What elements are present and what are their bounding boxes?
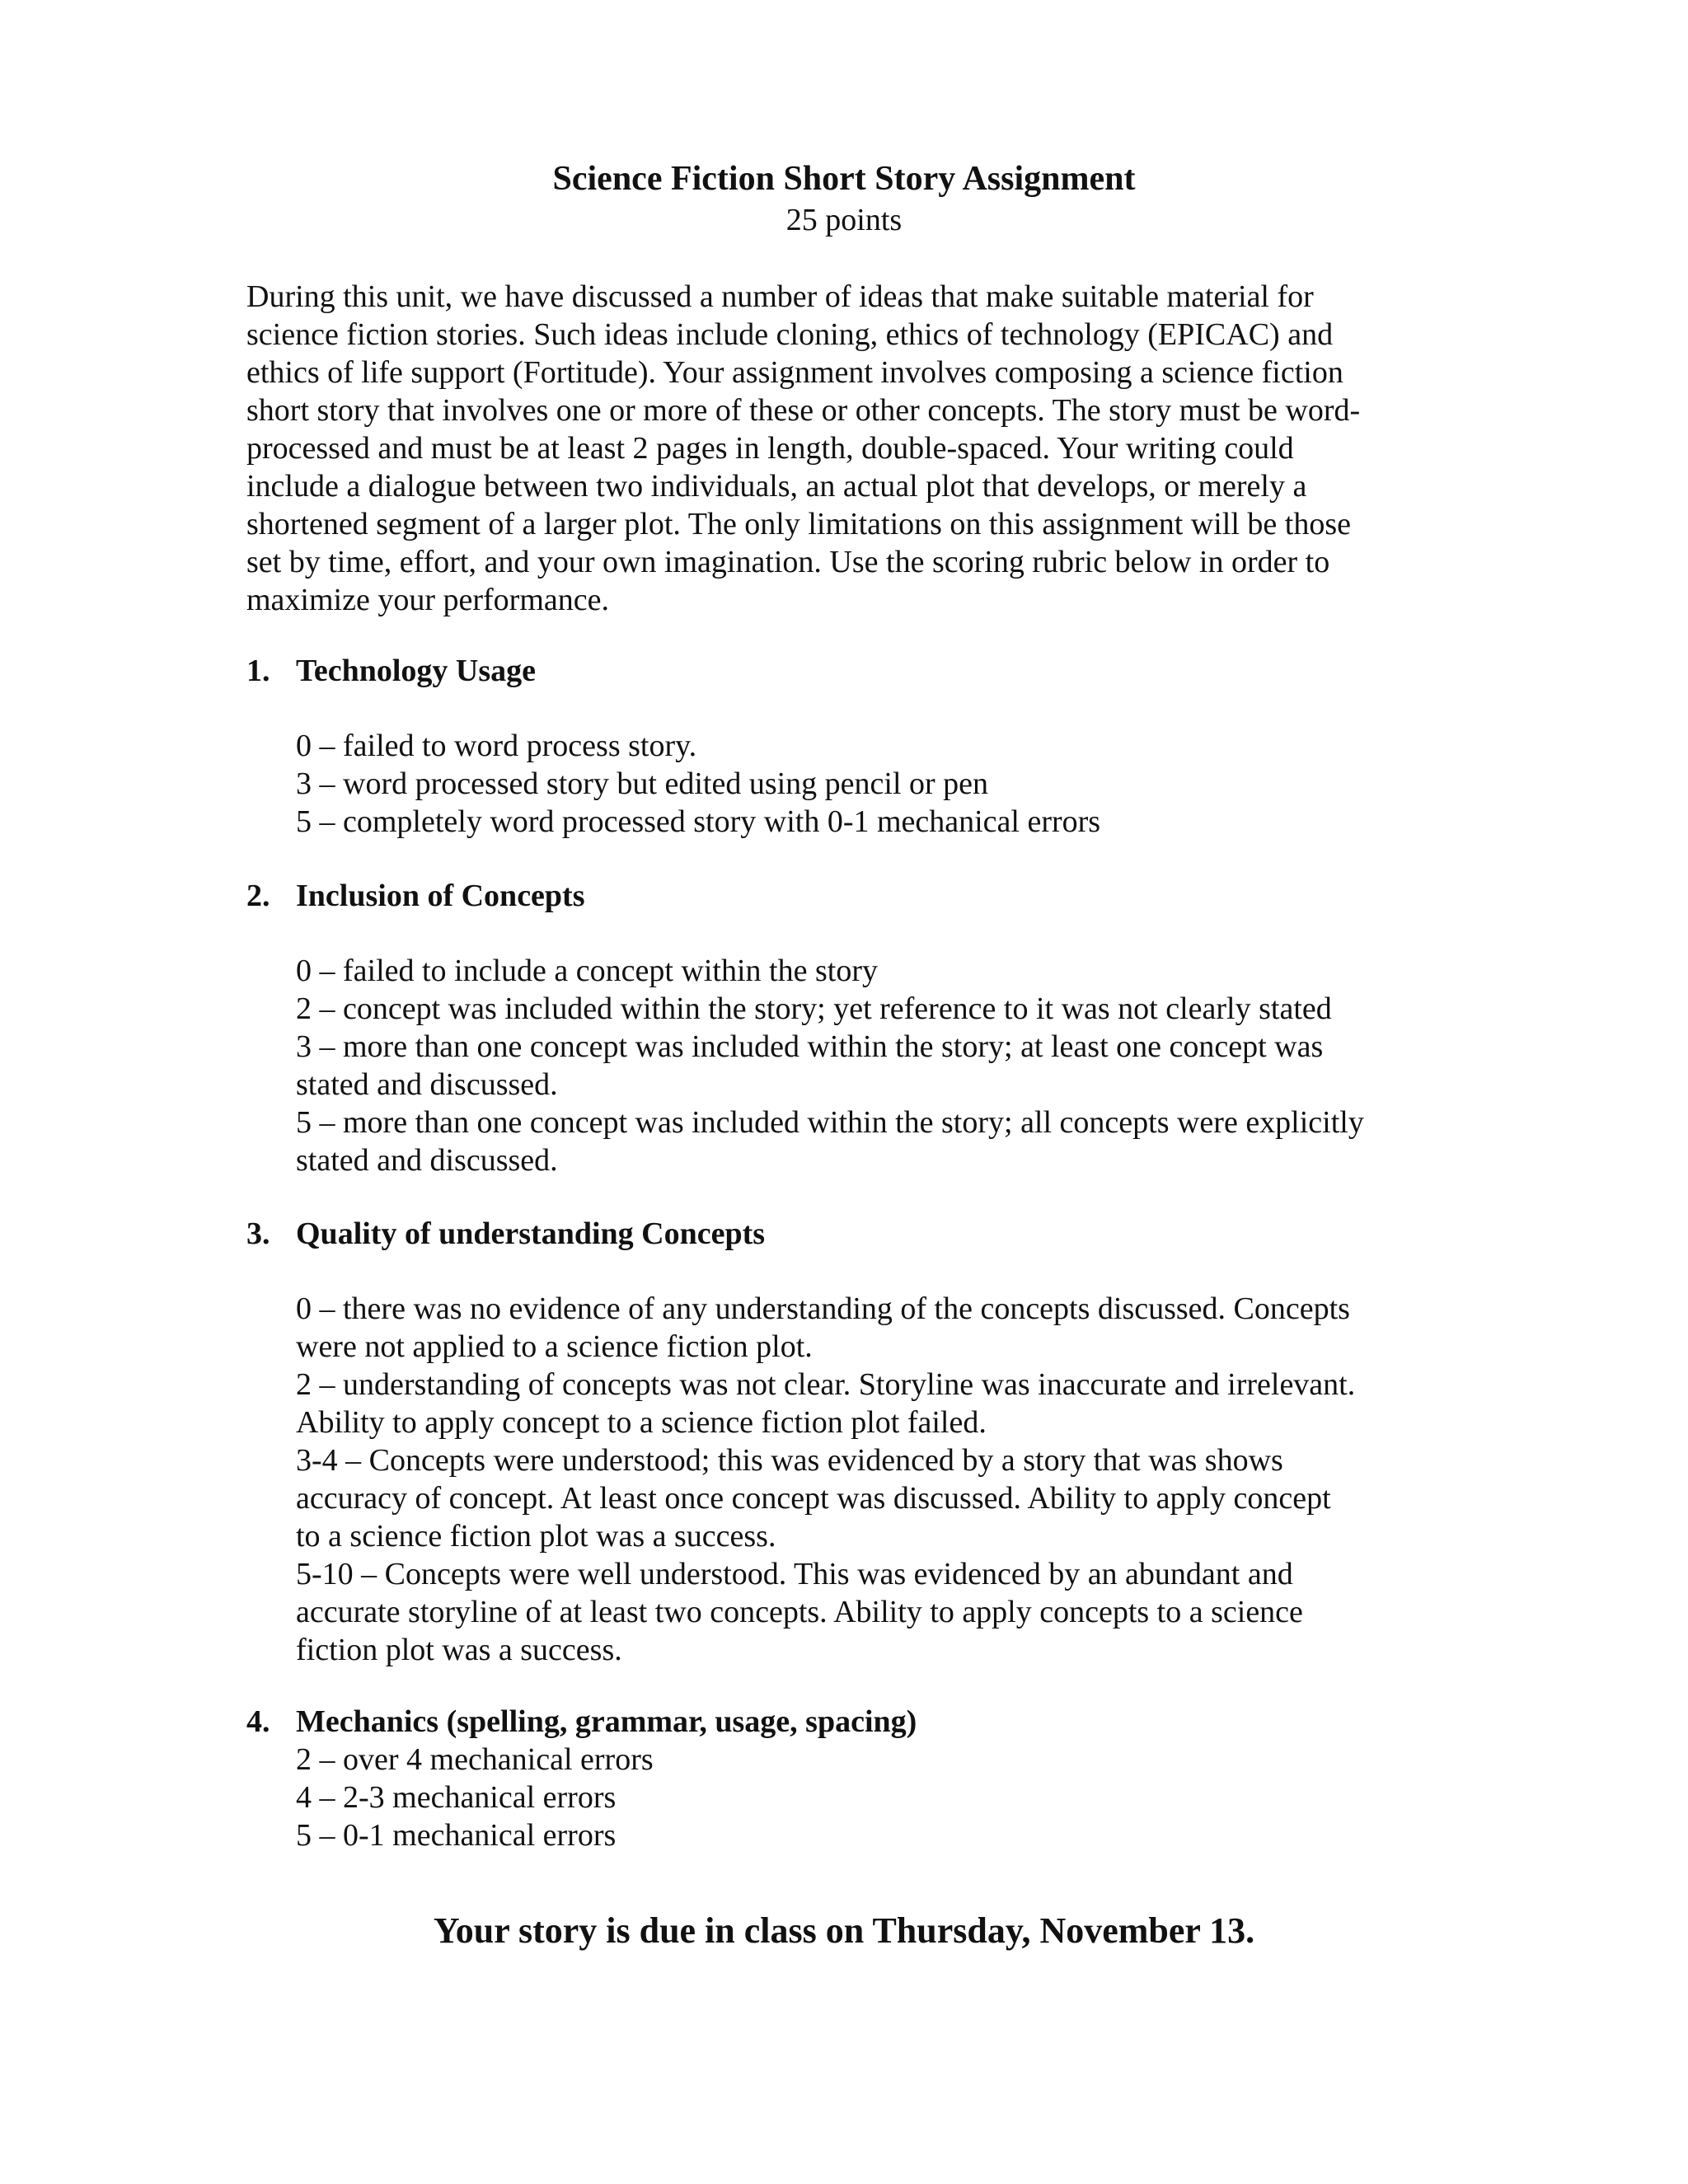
criteria-line: 0 – failed to word process story. — [296, 729, 697, 763]
criteria-line: 2 – understanding of concepts was not clear. Storyline was inaccurate and irrelevant. — [296, 1367, 1356, 1402]
criteria-line: 5-10 – Concepts were well understood. This was evidenced by an abundant and — [296, 1557, 1293, 1591]
section-criteria-technology-usage — [296, 727, 1466, 841]
criteria-line: 0 – failed to include a concept within the story — [296, 954, 878, 988]
criteria-line: 3 – more than one concept was included within the story; at least one concept was — [296, 1029, 1324, 1064]
document-title: Science Fiction Short Story Assignment — [552, 160, 1136, 198]
criteria-line: accurate storyline of at least two concepts. Ability to apply concepts to a science — [296, 1595, 1303, 1629]
criteria-line: fiction plot was a success. — [296, 1633, 622, 1667]
section-criteria-quality-of-understanding — [296, 1290, 1466, 1669]
criteria-line: accuracy of concept. At least once concept was discussed. Ability to apply concept — [296, 1481, 1331, 1516]
section-number: 3. — [246, 1216, 270, 1251]
intro-line: During this unit, we have discussed a number of ideas that make suitable material for — [246, 279, 1314, 314]
criteria-line: 5 – 0-1 mechanical errors — [296, 1818, 617, 1853]
criteria-line: Ability to apply concept to a science fiction plot failed. — [296, 1405, 987, 1440]
section-number: 4. — [246, 1704, 270, 1739]
criteria-line: 5 – more than one concept was included within the story; all concepts were explicitly — [296, 1105, 1364, 1140]
criteria-line: 3 – word processed story but edited using pencil or pen — [296, 766, 989, 801]
section-title: Quality of understanding Concepts — [296, 1216, 766, 1251]
intro-line: processed and must be at least 2 pages in length, double-spaced. Your writing could — [246, 431, 1294, 466]
intro-line: shortened segment of a larger plot. The only limitations on this assignment will be those — [246, 507, 1352, 541]
intro-paragraph — [246, 278, 1450, 619]
section-title: Technology Usage — [296, 654, 537, 688]
section-heading-technology-usage — [246, 652, 536, 690]
criteria-line: 5 – completely word processed story with 0-1 mechanical errors — [296, 804, 1101, 839]
intro-line: include a dialogue between two individuals, an actual plot that develops, or merely a — [246, 469, 1307, 504]
intro-line: ethics of life support (Fortitude). Your assignment involves composing a science fiction — [246, 355, 1343, 390]
criteria-line: were not applied to a science fiction plot. — [296, 1329, 813, 1364]
criteria-line: 2 – concept was included within the story; yet reference to it was not clearly stated — [296, 991, 1332, 1026]
due-date-note: Your story is due in class on Thursday, November 13. — [433, 1910, 1255, 1951]
section-criteria-mechanics — [296, 1741, 1466, 1854]
criteria-line: stated and discussed. — [296, 1143, 558, 1178]
section-heading-quality-of-understanding — [246, 1215, 765, 1253]
section-heading-mechanics — [246, 1703, 917, 1741]
section-title: Mechanics (spelling, grammar, usage, spacing) — [296, 1704, 917, 1739]
criteria-line: to a science fiction plot was a success. — [296, 1519, 776, 1554]
criteria-line: 2 – over 4 mechanical errors — [296, 1742, 654, 1777]
criteria-line: stated and discussed. — [296, 1067, 558, 1102]
intro-line: science fiction stories. Such ideas include cloning, ethics of technology (EPICAC) and — [246, 317, 1334, 352]
section-heading-inclusion-of-concepts — [246, 877, 585, 915]
intro-line: maximize your performance. — [246, 583, 609, 617]
section-criteria-inclusion-of-concepts — [296, 952, 1466, 1179]
criteria-line: 4 – 2-3 mechanical errors — [296, 1780, 617, 1815]
criteria-line: 3-4 – Concepts were understood; this was evidenced by a story that was shows — [296, 1443, 1283, 1478]
intro-line: set by time, effort, and your own imagination. Use the scoring rubric below in order to — [246, 545, 1330, 579]
section-title: Inclusion of Concepts — [296, 879, 585, 913]
section-number: 1. — [246, 654, 270, 688]
intro-line: short story that involves one or more of these or other concepts. The story must be word- — [246, 393, 1361, 428]
criteria-line: 0 – there was no evidence of any understanding of the concepts discussed. Concepts — [296, 1291, 1350, 1326]
section-number: 2. — [246, 879, 270, 913]
points-subtitle: 25 points — [785, 203, 903, 237]
